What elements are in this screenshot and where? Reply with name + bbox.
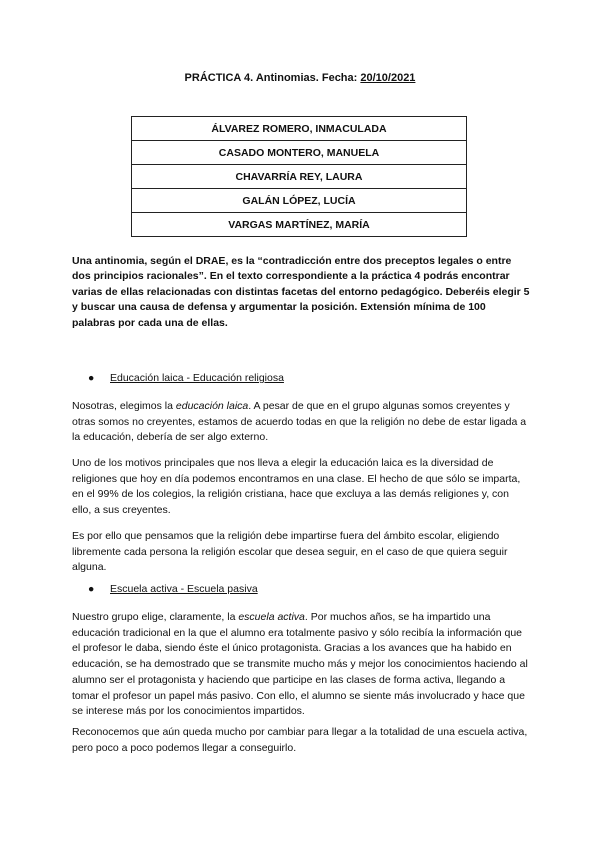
title-prefix: PRÁCTICA 4. Antinomias. Fecha: (184, 72, 361, 84)
text-run: Nosotras, elegimos la (72, 400, 176, 412)
page-title (0, 72, 600, 84)
section-heading-text: Escuela activa - Escuela pasiva (110, 583, 258, 595)
member-name: ÁLVAREZ ROMERO, INMACULADA (132, 117, 467, 141)
bullet-icon: ● (88, 372, 95, 384)
table-row (132, 165, 467, 189)
member-name: CASADO MONTERO, MANUELA (132, 141, 467, 165)
table-row (132, 213, 467, 237)
bullet-icon: ● (88, 583, 95, 595)
section2-paragraph-2: Reconocemos que aún queda mucho por cambiar para llegar a la totalidad de una escuela activa, pero poco a poco podemos llegar a conseguirlo. (72, 726, 528, 754)
member-name: GALÁN LÓPEZ, LUCÍA (132, 189, 467, 213)
emphasis-text: educación laica (175, 400, 249, 412)
section-heading-1 (88, 371, 284, 385)
title-date: 20/10/2021 (360, 72, 416, 84)
section-heading-text: Educación laica - Educación religiosa (110, 372, 284, 384)
table-row (132, 189, 467, 213)
text-run: . Por muchos años, se ha impartido una educación tradicional en la que el alumno era totalmente pasivo y sólo recibía la información que el profesor le daba, siendo éste el único protagonista. Gracias a los avances que ha habido en educación, se ha demostrado que se transmite mucho más y mejor los conocimientos haciendo al alumno ser el protagonista y haciendo que participe en las clases de forma activa, llegando a tomar el profesor un papel más pasivo. Con ello, el alumno se siente más involucrado y hace que se interese más por los conocimientos impartidos. (72, 611, 528, 718)
section1-paragraph-2: Uno de los motivos principales que nos lleva a elegir la educación laica es la diversidad de religiones que hoy en día podemos encontramos en una clase. El hecho de que sólo se imparta, en el 99% de los colegios, la religión cristiana, hace que excluya a las demás religiones y, con ello, a sus creyentes. (72, 457, 521, 517)
section1-paragraph-3: Es por ello que pensamos que la religión debe impartirse fuera del ámbito escolar, eligiendo libremente cada persona la religión escolar que desea seguir, en el caso de que quiera seguir alguna. (72, 530, 508, 574)
section-heading-2 (88, 582, 258, 596)
member-name: CHAVARRÍA REY, LAURA (132, 165, 467, 189)
emphasis-text: escuela activa (238, 611, 305, 623)
section2-paragraph-1 (72, 610, 530, 720)
section1-paragraph-1 (72, 399, 530, 446)
table-row (132, 141, 467, 165)
text-run: Nuestro grupo elige, claramente, la (72, 611, 239, 623)
members-table (131, 116, 467, 237)
table-row (132, 117, 467, 141)
intro-paragraph: Una antinomia, según el DRAE, es la “contradicción entre dos preceptos legales o entre dos principios racionales”. En el texto correspondiente a la práctica 4 podrás encontrar varias de ellas relacionadas con distintas facetas del entorno pedagógico. Deberéis elegir 5 y buscar una causa de defensa y argumentar la posición. Extensión mínima de 100 palabras por cada una de ellas. (72, 255, 530, 329)
text-run: . A pesar de que en el grupo algunas somos creyentes y otras somos no creyentes, estamos de acuerdo todas en que la religión no debe de estar ligada a la educación, debería de ser algo externo. (72, 400, 527, 444)
member-name: VARGAS MARTÍNEZ, MARÍA (132, 213, 467, 237)
